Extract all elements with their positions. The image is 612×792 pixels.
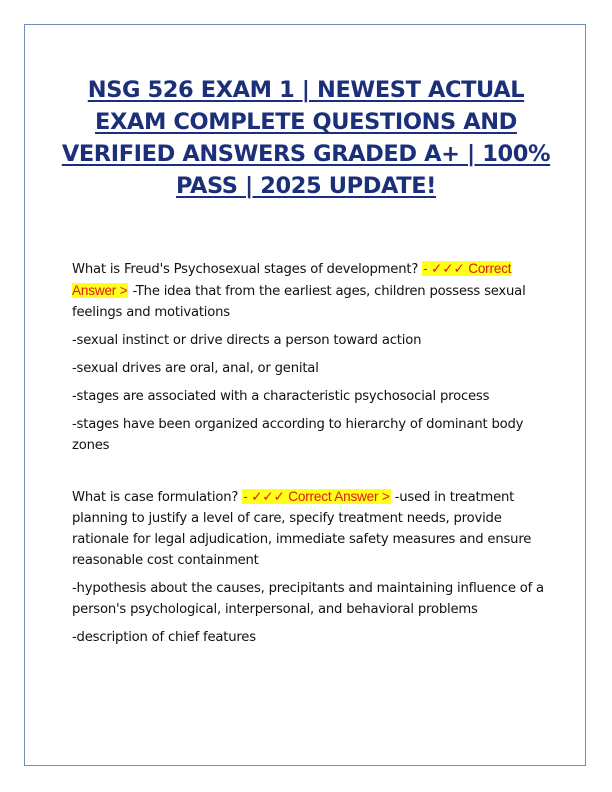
qa-item [72, 486, 544, 648]
answer-point: -hypothesis about the causes, precipitants and maintaining influence of a person's psychological, interpersonal, and behavioral problems [72, 581, 544, 617]
question-paragraph [72, 486, 544, 571]
answer-point: -stages are associated with a characteristic psychosocial process [72, 389, 490, 404]
question-paragraph [72, 258, 544, 323]
answer-point: -stages have been organized according to hierarchy of dominant body zones [72, 417, 524, 453]
answer-text: -The idea that from the earliest ages, children possess sexual feelings and motivations [72, 284, 526, 320]
correct-answer-marker: - ✓✓✓ Correct Answer > [243, 489, 390, 504]
correct-answer-marker: - ✓✓✓ Correct Answer > [72, 261, 512, 298]
qa-item [72, 258, 544, 456]
answer-point: -sexual drives are oral, anal, or genital [72, 361, 319, 376]
answer-point: -description of chief features [72, 630, 256, 645]
answer-text: -used in treatment planning to justify a level of care, specify treatment needs, provide rationale for legal adjudication, immediate safety measures and ensure reasonable cost containment [72, 490, 532, 568]
document-body [72, 258, 544, 655]
question-text: What is Freud's Psychosexual stages of development? [72, 262, 419, 277]
document-title: NSG 526 EXAM 1 | NEWEST ACTUAL EXAM COMPLETE QUESTIONS AND VERIFIED ANSWERS GRADED A+ | 100% PASS | 2025 UPDATE! [61, 77, 551, 199]
question-text: What is case formulation? [72, 490, 239, 505]
answer-point: -sexual instinct or drive directs a person toward action [72, 333, 422, 348]
